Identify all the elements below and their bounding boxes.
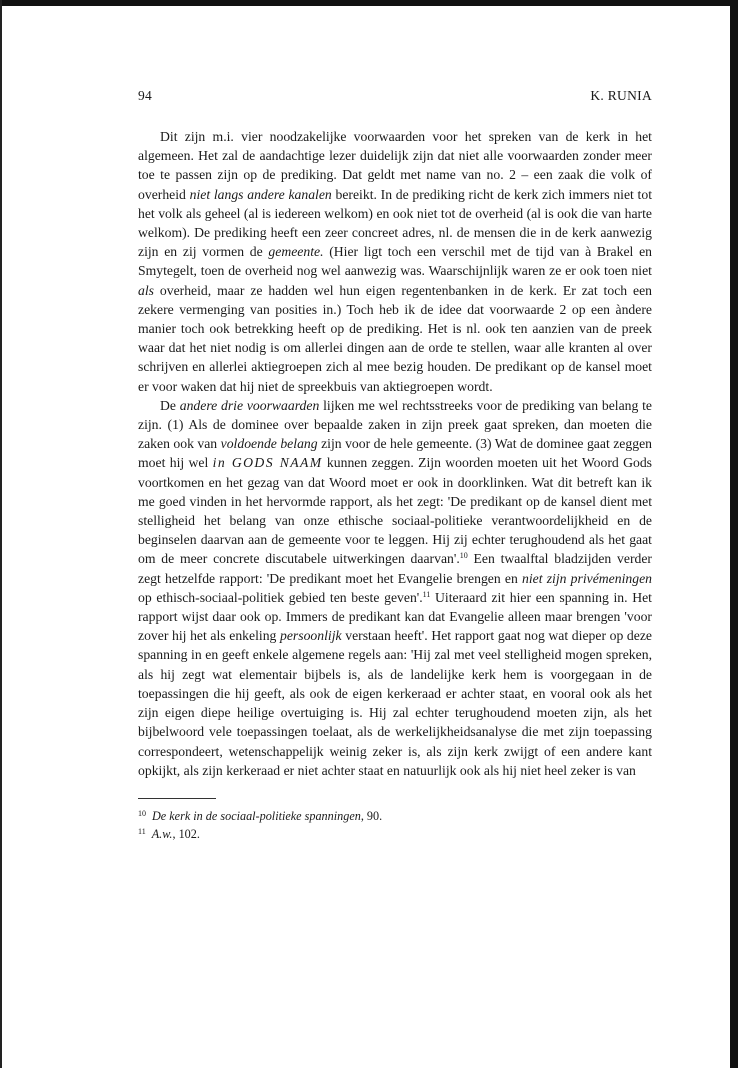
body-text [138,127,652,780]
paragraph-1 [138,127,652,396]
italic-run: andere drie voorwaarden [179,397,320,413]
footnote-ref-10[interactable]: 10 [459,551,468,561]
footnote-ref-11[interactable]: 11 [422,589,431,599]
italic-run: als [138,282,154,298]
text-run: Dit zijn m.i. vier noodzakelijke voorwaarden voor het spreken van de kerk in het algemeen. Het zal de aandachtige lezer duidelijk zijn dat niet alle voorwaarden zonder meer toe te passen zijn op de prediking. Dat geldt met name van no. 2 – een zaak die volk of overheid [138,129,652,202]
scan-border-top [0,0,738,6]
footnotes [138,806,652,842]
running-head [138,88,652,110]
footnote-10 [138,806,652,824]
italic-run: in GODS NAAM [212,455,323,471]
text-run: verstaan heeft'. Het rapport gaat nog wat dieper op deze spanning in en geeft enkele algemene regels aan: 'Hij zal met veel stelligheid mogen spreken, als hij zegt wat elementair bijbels is, als de landelijke kerk hem is voorgegaan in de toepassingen die hij geeft, als ook de eigen kerkeraad er achter staat, en vooral ook als het zijn eigen diepe heilige overtuiging is. Hij zal echter terughoudend moeten zijn, als het bijbelwoord vele toepassingen toelaat, als de werkelijkheidsanalyse die met zijn toepassing correspondeert, wetenschappelijk weinig zeker is, als zijn kerk zwijgt of een andere kant opkijkt, als zijn kerkeraad er niet achter staat en natuurlijk ook als hij niet heel zeker is van [138,628,652,778]
footnote-number: 11 [138,826,146,836]
text-run: kunnen zeggen. Zijn woorden moeten uit het Woord Gods voortkomen en het gezag van dat Woord moet er ook in doorklinken. Wat dit betreft kan ik me goed vinden in het hervormde rapport, als het zegt: 'De predikant op de kansel dient met stelligheid het belang van onze ethische sociaal-politieke verantwoordelijkheid en de beginselen daarvan aan de gemeente voor te leggen. Hij zij echter terughoudend als het gaat om de meer concrete discutabele uitwerkingen daarvan'. [138,455,652,567]
text-run: Een twaalftal bladzijden verder zegt hetzelfde rapport: 'De predikant moet het Evangelie brengen en [138,551,652,586]
text-run: overheid, maar ze hadden wel hun eigen regentenbanken in de kerk. Er zat toch een zekere vermenging van posities in.) Toch heb ik de idee dat voorwaarde 2 op een àndere manier toch ook betrekking heeft op de prediking. Het is nl. ook ten aanzien van de preek waar dat het niet nodig is om allerlei dingen aan de orde te stellen, waar alle kranten al over schrijven en allerlei aktiegroepen zich al mee bezig houden. De predikant op de kansel moet er voor waken dat hij niet de spreekbuis van aktiegroepen wordt. [138,282,652,394]
footnote-divider [138,798,216,799]
book-page [138,88,652,842]
text-run: De [160,397,180,413]
italic-run: niet langs andere kanalen [189,186,332,202]
page-number: 94 [138,88,153,103]
text-run: bereikt. In de prediking richt de kerk zich immers niet tot het volk als geheel (al is iedereen welkom) en ook niet tot de overheid (al is ook die van harte welkom). De prediking heeft een zeer concreet adres, nl. de mensen die in de kerk aanwezig zijn en zij vormen de [138,186,653,260]
text-run: lijken me wel rechtsstreeks voor de prediking van belang te zijn. (1) Als de dominee over bepaalde zaken in zijn preek gaat spreken, dan moeten die zaken ook van [138,397,652,452]
footnote-number: 10 [138,808,146,818]
footnote-locator: , 90. [360,808,383,823]
italic-run: gemeente. [268,244,324,260]
running-head-author: K. RUNIA [590,88,652,103]
text-run: op ethisch-sociaal-politiek gebied ten beste geven'. [138,589,423,605]
italic-run: niet zijn privémeningen [522,570,652,586]
scan-border-right [730,0,738,1068]
footnote-title: De kerk in de sociaal-politieke spanningen [152,808,361,823]
footnote-locator: , 102. [172,826,200,841]
text-run: Uiteraard zit hier een spanning in. Het rapport wijst daar ook op. Immers de predikant kan dat Evangelie alleen maar brengen 'voor zover hij het als enkeling [138,589,652,644]
text-run: (Hier ligt toch een verschil met de tijd van à Brakel en Smytegelt, toen de overheid nog wel aanwezig was. Waarschijnlijk waren ze er ook toen niet [138,244,652,279]
paragraph-2 [138,396,652,780]
footnote-11 [138,824,652,842]
scan-border-left [0,0,2,1068]
italic-run: persoonlijk [280,628,342,644]
italic-run: voldoende belang [220,436,318,452]
text-run: zijn voor de hele gemeente. (3) Wat de dominee gaat zeggen moet hij wel [138,436,652,471]
footnote-title: A.w. [151,826,173,841]
